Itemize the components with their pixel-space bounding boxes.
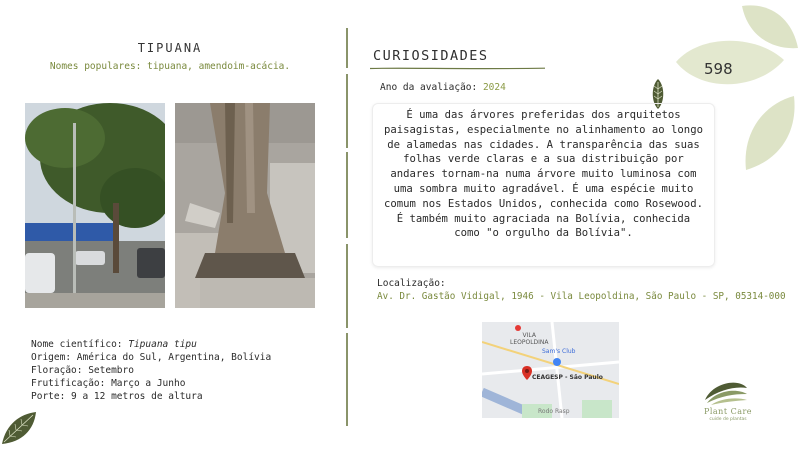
map-pin-icon (522, 366, 532, 380)
flowering-row: Floração: Setembro (31, 365, 134, 376)
brand-name: Plant Care (703, 407, 753, 416)
fruiting-row: Frutificação: Março a Junho (31, 378, 186, 389)
popular-names: Nomes populares: tipuana, amendoim-acácia. (49, 61, 291, 72)
map-district-label: VILA LEOPOLDINA (510, 332, 549, 346)
scientific-name: Tipuana tipu (128, 339, 197, 350)
size-row: Porte: 9 a 12 metros de altura (31, 391, 203, 402)
brand-tagline: cuide de plantas (709, 417, 747, 422)
curiosities-text: É uma das árvores preferidas dos arquitetos paisagistas, especialmente no alinhamento ao longo de alamedas nas cidades. A transparência das suas folhas verde claras e a sua distribuição por andares tornam-na numa árvore muito luminosa com uma sombra muito agradável. É uma espécie muito comum nos Estados Unidos, conhecida como Rosewood. É também muito agraciada na Bolívia, conhecida como "o orgulho da Bolívia". (372, 103, 715, 267)
year-label: Ano da avaliação: (380, 82, 483, 93)
location-address: Av. Dr. Gastão Vidigal, 1946 - Vila Leopoldina, São Paulo - SP, 05314-000 (377, 291, 786, 302)
location-map[interactable] (482, 322, 619, 418)
title-underline (370, 67, 545, 70)
year-value: 2024 (482, 82, 506, 93)
plant-title: TIPUANA (137, 41, 203, 55)
curiosities-title: CURIOSIDADES (373, 48, 489, 64)
origin-row: Origem: América do Sul, Argentina, Bolívia (31, 352, 272, 363)
map-place-rodo: Rodo Rasp (538, 408, 570, 415)
plant-details (31, 338, 271, 403)
section-divider (346, 28, 348, 426)
map-place-sams: Sam's Club (542, 348, 576, 355)
scientific-name-row (31, 338, 271, 351)
tree-street-photo (25, 103, 165, 308)
tree-trunk-photo (175, 103, 315, 308)
evaluation-year (380, 82, 506, 93)
scientific-name-label: Nome científico: (31, 339, 129, 350)
badge-number: 598 (704, 60, 733, 78)
plant-care-logo (703, 380, 749, 406)
map-place-ceagesp: CEAGESP - São Paulo (532, 374, 603, 381)
leaf-icon (0, 406, 40, 446)
location-label: Localização: (377, 278, 446, 289)
